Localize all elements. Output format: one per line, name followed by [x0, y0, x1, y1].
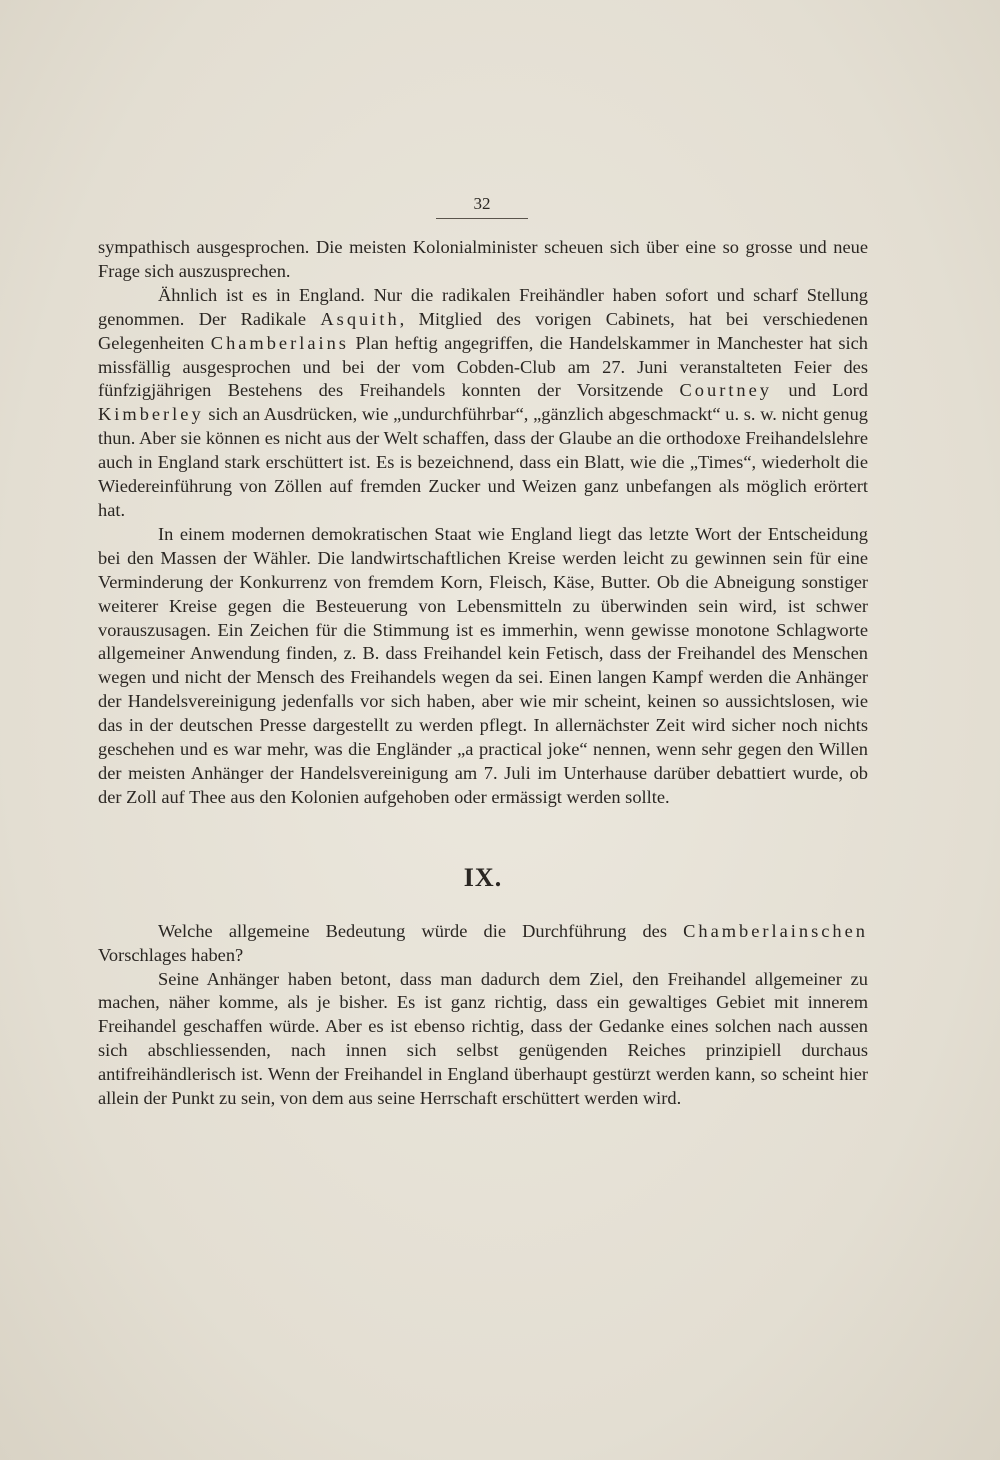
name-kimberley: Kimberley [98, 404, 204, 425]
paragraph-supporters: Seine Anhänger haben betont, dass man dadurch dem Ziel, den Freihandel allgemeiner zu machen, näher komme, als je bisher. Es ist ganz richtig, dass ein gewaltiges Gebiet mit innerem Freihandel geschaffen würde. Aber es ist ebenso richtig, dass der Gedanke eines solchen nach aussen sich abschliessenden, nach innen sich selbst genügenden Reiches prinzipiell durchaus antifreihändlerisch ist. Wenn der Freihandel in England überhaupt gestürzt werden kann, so scheint hier allein der Punkt zu sein, von dem aus seine Herrschaft erschüttert werden wird. [98, 968, 868, 1109]
paragraph-question [98, 920, 868, 968]
text-run: sich an Ausdrücken, wie „undurchführbar“, „gänzlich abgeschmackt“ u. s. w. nicht genug thun. Aber sie können es nicht aus der Welt schaffen, dass der Glaube an die orthodoxe Freihandelslehre auch in England stark erschüttert ist. Es is bezeichnend, dass ein Blatt, wie die „Times“, wiederholt die Wiedereinführung von Zöllen auf fremden Zucker und Weizen ganz unbefangen als möglich erörtert hat. [98, 404, 868, 520]
text-run: Ähnlich ist es in England. Nur die radikalen Freihändler haben sofort und scharf Stellung genommen. Der Radikale [98, 284, 868, 329]
text-run: Vorschlages haben? [98, 944, 244, 965]
chapter-heading: IX. [463, 862, 503, 892]
name-chamberlainschen: Chamberlainschen [683, 920, 868, 941]
paragraph-democracy: In einem modernen demokratischen Staat wie England liegt das letzte Wort der Entscheidung bei den Massen der Wähler. Die landwirtschaftlichen Kreise werden leicht zu gewinnen sein für eine Verminderung der Konkurrenz von fremdem Korn, Fleisch, Käse, Butter. Ob die Abneigung sonstiger weiterer Kreise gegen die Besteuerung von Lebensmitteln zu überwinden sein wird, ist schwer vorauszusagen. Ein Zeichen für die Stimmung ist es immerhin, wenn gewisse monotone Schlagworte allgemeiner Anwendung finden, z. B. dass Freihandel kein Fetisch, dass der Freihandel des Menschen wegen und nicht der Mensch des Freihandels wegen da sei. Einen langen Kampf werden die Anhänger der Handelsvereinigung jedenfalls vor sich haben, aber wie mir scheint, keinen so aussichtslosen, wie das in der deutschen Presse dargestellt zu werden pflegt. In allernächster Zeit wird sicher noch nichts geschehen und es war mehr, was die Engländer „a practical joke“ nennen, wenn sehr gegen den Willen der meisten Anhänger der Handelsvereinigung am 7. Juli im Unterhause darüber debattiert wurde, ob der Zoll auf Thee aus den Kolonien aufgehoben oder ermässigt werden sollte. [98, 523, 868, 807]
text-run: , Mitglied des vorigen Cabinets, hat bei verschiedenen Gelegenheiten [98, 308, 868, 353]
text-run: Welche allgemeine Bedeutung würde die Durchführung des [158, 920, 684, 941]
name-courtney: Courtney [679, 380, 772, 401]
paragraph-continuation: sympathisch ausgesprochen. Die meisten Kolonialminister scheuen sich über eine so grosse und neue Frage sich auszusprechen. [98, 237, 868, 281]
paragraph-england [98, 284, 868, 523]
body-text [98, 236, 868, 1111]
name-chamberlains: Chamberlains [210, 332, 349, 353]
text-run: und Lord [771, 380, 869, 401]
name-asquith: Asquith [320, 308, 400, 329]
text-run: Plan heftig angegriffen, die Handelskammer in Manchester hat sich missfällig ausgesprochen und bei der vom Cobden-Club am 27. Juni veranstalteten Feier des fünfzigjährigen Bestehens des Freihandels konnten der Vorsitzende [98, 332, 868, 401]
page-number: 32 [436, 194, 528, 219]
